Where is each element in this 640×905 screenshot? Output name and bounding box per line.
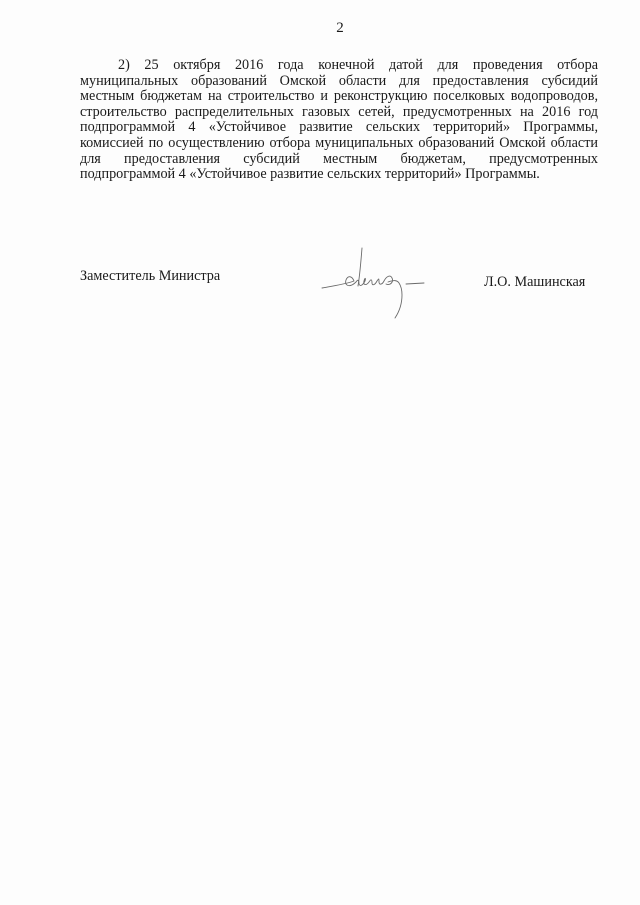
body-paragraph: 2) 25 октября 2016 года конечной датой для проведения отбора муниципальных образований Омской области для предоставления субсидий местным бюджетам на строительство и реконструкцию поселковых водопроводов, строительство распределительных газовых сетей, предусмотренных на 2016 год подпрограммой 4 «Устойчивое развитие сельских территорий» Программы, комиссией по осуществлению отбора муниципальных образований Омской области для предоставления субсидий местным бюджетам, предусмотренных подпрограммой 4 «Устойчивое развитие сельских территорий» Программы. bbox=[80, 57, 598, 183]
handwritten-signature bbox=[318, 240, 436, 322]
signatory-title: Заместитель Министра bbox=[80, 268, 221, 284]
signatory-name: Л.О. Машинская bbox=[484, 274, 586, 290]
page-number: 2 bbox=[336, 20, 344, 36]
